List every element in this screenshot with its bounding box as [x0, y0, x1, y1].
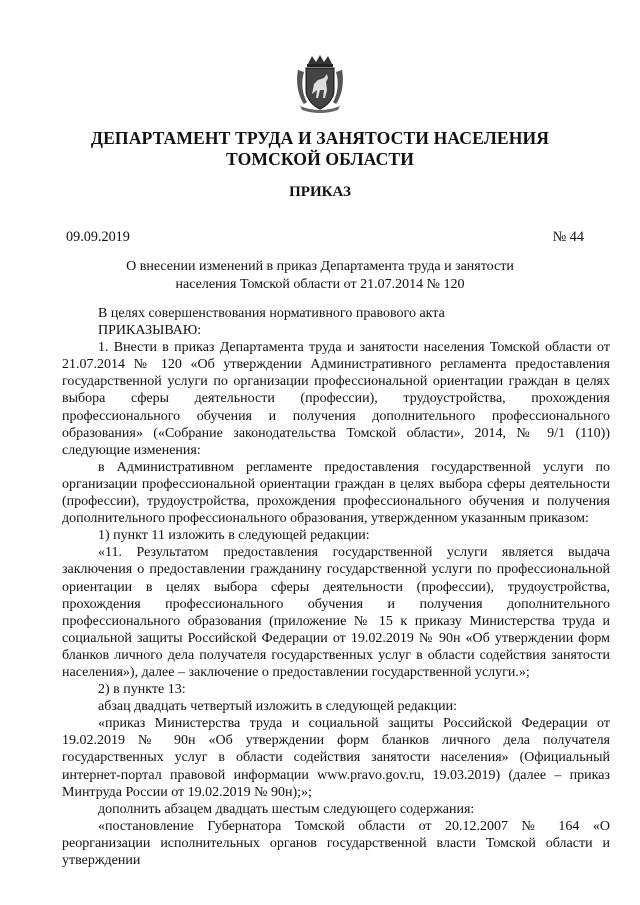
body-paragraph: 1. Внести в приказ Департамента труда и занятости населения Томской области от 21.07.2014 № 120 «Об утверждении Административного регламента предоставления государственной услуги по организации профессиональной ориентации граждан в целях выбора сферы деятельности (профессии), трудоустройства, прохождения профессионального обучения и получения дополнительного профессионального образования» («Собрание законодательства Томской области», 2014, № 9/1 (110)) следующие изменения: — [62, 340, 610, 458]
document-type-title: ПРИКАЗ — [289, 184, 351, 200]
body-paragraph: дополнить абзацем двадцать шестым следующего содержания: — [98, 801, 475, 817]
order-subject-line1: О внесении изменений в приказ Департамента труда и занятости — [126, 259, 514, 274]
body-paragraph: «приказ Министерства труда и социальной защиты Российской Федерации от 19.02.2019 № 90н «Об утверждении форм бланков личного дела получателя государственных услуг в области содействия занятости населения» (Официальный интернет-портал правовой информации www.pravo.gov.ru, 19.03.2019) (далее – приказ Минтруда России от 19.02.2019 № 90н);»; — [62, 716, 610, 800]
body-paragraph: в Административном регламенте предоставления государственной услуги по организации профессиональной ориентации граждан в целях выбора сферы деятельности (профессии), трудоустройства, прохождения профессионального обучения и получения дополнительного профессионального образования, утвержденном указанным приказом: — [62, 459, 610, 527]
department-name-line2: ТОМСКОЙ ОБЛАСТИ — [225, 149, 415, 169]
body-paragraph: «постановление Губернатора Томской области от 20.12.2007 № 164 «О реорганизации исполнительных органов государственной власти Томской области и утверждении — [62, 818, 610, 868]
order-subject — [100, 258, 540, 293]
order-date: 09.09.2019 — [66, 229, 130, 245]
body-paragraph: В целях совершенствования нормативного правового акта — [98, 306, 445, 321]
order-subject-line2: населения Томской области от 21.07.2014 № 120 — [175, 276, 465, 292]
order-body — [62, 305, 610, 869]
coat-of-arms-icon — [294, 54, 346, 114]
order-number: № 44 — [552, 229, 584, 245]
body-paragraph: абзац двадцать четвертый изложить в следующей редакции: — [98, 699, 458, 715]
body-paragraph: ПРИКАЗЫВАЮ: — [98, 323, 202, 339]
body-paragraph: 1) пункт 11 изложить в следующей редакции: — [98, 528, 370, 544]
department-name-line1: ДЕПАРТАМЕНТ ТРУДА И ЗАНЯТОСТИ НАСЕЛЕНИЯ — [90, 128, 550, 148]
body-paragraph: «11. Результатом предоставления государственной услуги является выдача заключения о предоставлении гражданину государственной услуги по профессиональной ориентации в целях выбора сферы деятельности (профессии), трудоустройства, прохождения профессионального обучения и получения дополнительного профессионального образования (приложение № 15 к приказу Министерства труда и социальной защиты Российской Федерации от 19.02.2019 № 90н «Об утверждении форм бланков личного дела получателя государственных услуг в области содействия занятости населения»), далее – заключение о предоставлении государственной услуги.»; — [62, 545, 610, 680]
body-paragraph: 2) в пункте 13: — [98, 682, 186, 698]
